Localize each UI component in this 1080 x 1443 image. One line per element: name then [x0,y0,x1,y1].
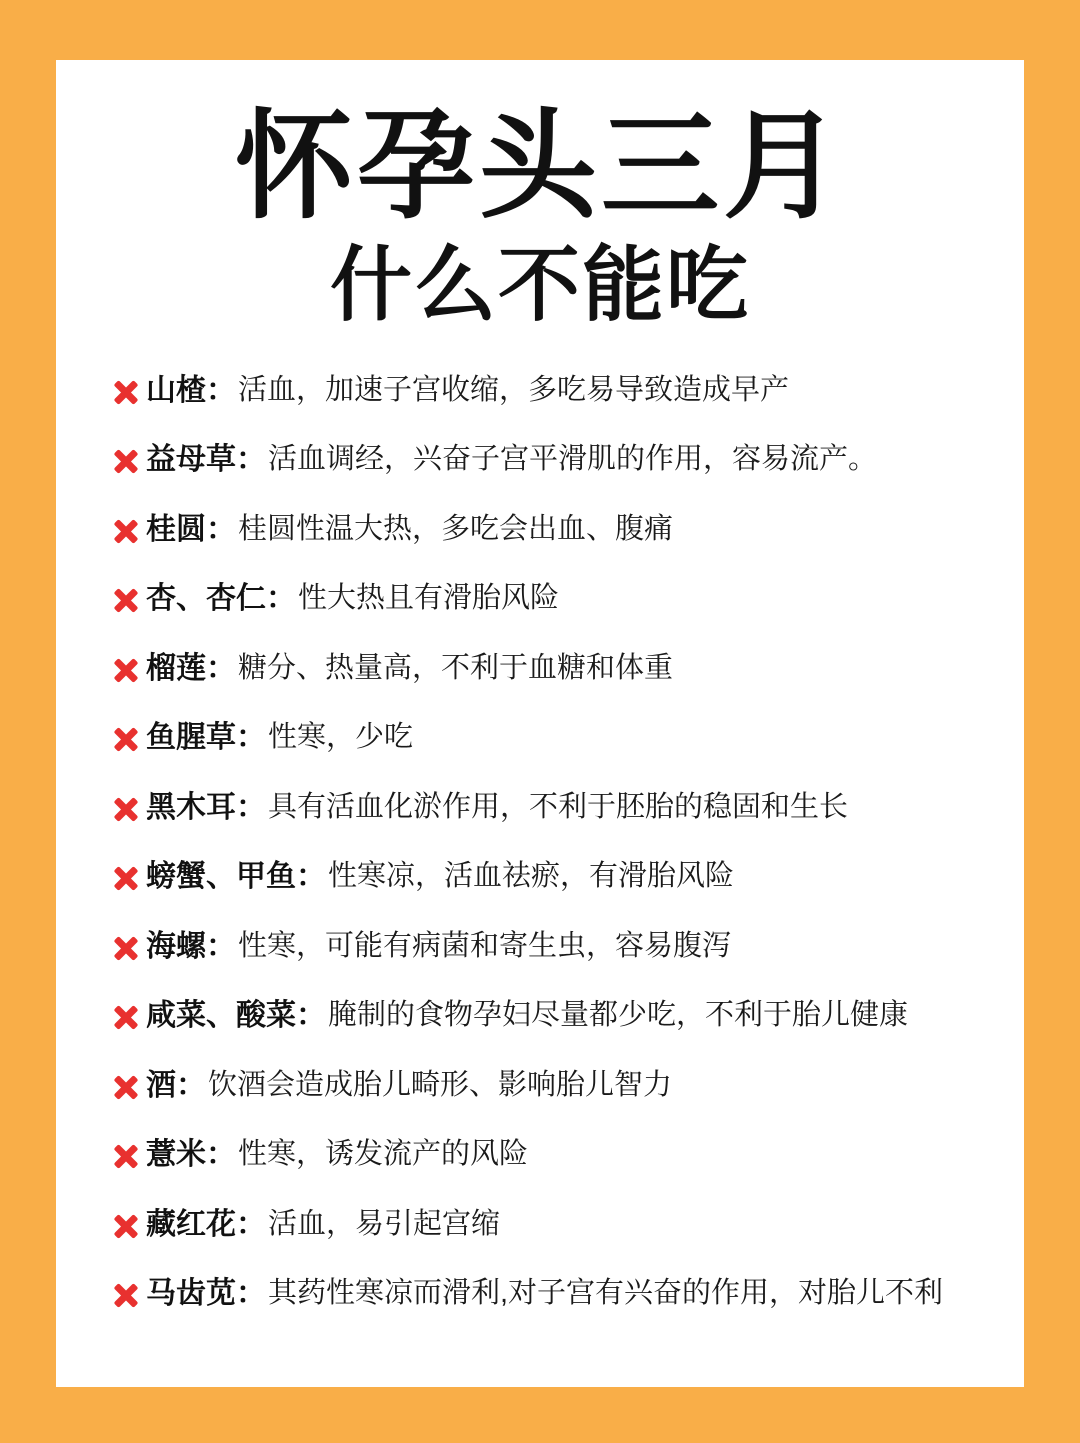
list-item [110,372,984,410]
list-item-desc: 腌制的食物孕妇尽量都少吃，不利于胎儿健康 [328,999,909,1032]
list-item-desc: 性寒，诱发流产的风险 [238,1138,529,1171]
list-item [110,789,984,827]
list-item [110,1136,984,1174]
list-item-desc: 糖分、热量高，不利于血糖和体重 [238,651,674,684]
list-item-term: 桂圆： [146,512,236,546]
list-item-term: 山楂： [146,373,236,407]
list-item-term: 咸菜、酸菜： [146,999,326,1033]
list-item [110,928,984,966]
list-item-desc: 其药性寒凉而滑利,对子宫有兴奋的作用，对胎儿不利 [268,1277,944,1310]
list-item-desc: 活血，易引起宫缩 [268,1207,501,1240]
list-item [110,1067,984,1105]
red-x-icon [110,793,142,825]
red-x-icon [110,1071,142,1103]
red-x-icon [110,376,142,408]
red-x-icon [110,584,142,616]
list-item-term: 海螺： [146,929,236,963]
list-item-desc: 性寒凉，活血祛瘀，有滑胎风险 [328,860,735,893]
red-x-icon [110,654,142,686]
list-item-term: 酒： [146,1068,206,1102]
list-item [110,719,984,757]
list-item [110,650,984,688]
list-item [110,441,984,479]
red-x-icon [110,723,142,755]
list-item-desc: 具有活血化淤作用，不利于胚胎的稳固和生长 [268,790,849,823]
page-title: 怀孕头三月 [234,101,845,233]
title-block [96,101,984,332]
list-item-term: 黑木耳： [146,790,266,824]
list-item-desc: 性寒，少吃 [268,721,414,754]
list-item-term: 榴莲： [146,651,236,685]
red-x-icon [110,1279,142,1311]
list-item [110,858,984,896]
red-x-icon [110,932,142,964]
red-x-icon [110,1001,142,1033]
list-item-desc: 活血，加速子宫收缩，多吃易导致造成早产 [238,373,790,406]
red-x-icon [110,1210,142,1242]
red-x-icon [110,1140,142,1172]
list-item-term: 益母草： [146,443,266,477]
list-item-term: 杏、杏仁： [146,582,296,616]
list-item [110,997,984,1035]
list-item-desc: 活血调经，兴奋子宫平滑肌的作用，容易流产。 [268,443,878,476]
list-item [110,511,984,549]
list-item-term: 鱼腥草： [146,721,266,755]
list-item-term: 螃蟹、甲鱼： [146,860,326,894]
page-subtitle: 什么不能吃 [329,240,750,332]
red-x-icon [110,515,142,547]
list-item [110,580,984,618]
red-x-icon [110,445,142,477]
red-x-icon [110,862,142,894]
list-item-term: 薏米： [146,1138,236,1172]
list-item-desc: 性大热且有滑胎风险 [298,582,560,615]
list-item-desc: 饮酒会造成胎儿畸形、影响胎儿智力 [208,1068,673,1101]
list-item [110,1206,984,1244]
list-item-term: 马齿苋： [146,1277,266,1311]
list-item-desc: 性寒，可能有病菌和寄生虫，容易腹泻 [238,929,732,962]
list-item-desc: 桂圆性温大热，多吃会出血、腹痛 [238,512,674,545]
forbidden-food-list [96,372,984,1313]
poster-card [56,60,1024,1387]
list-item-term: 藏红花： [146,1207,266,1241]
list-item [110,1275,984,1313]
